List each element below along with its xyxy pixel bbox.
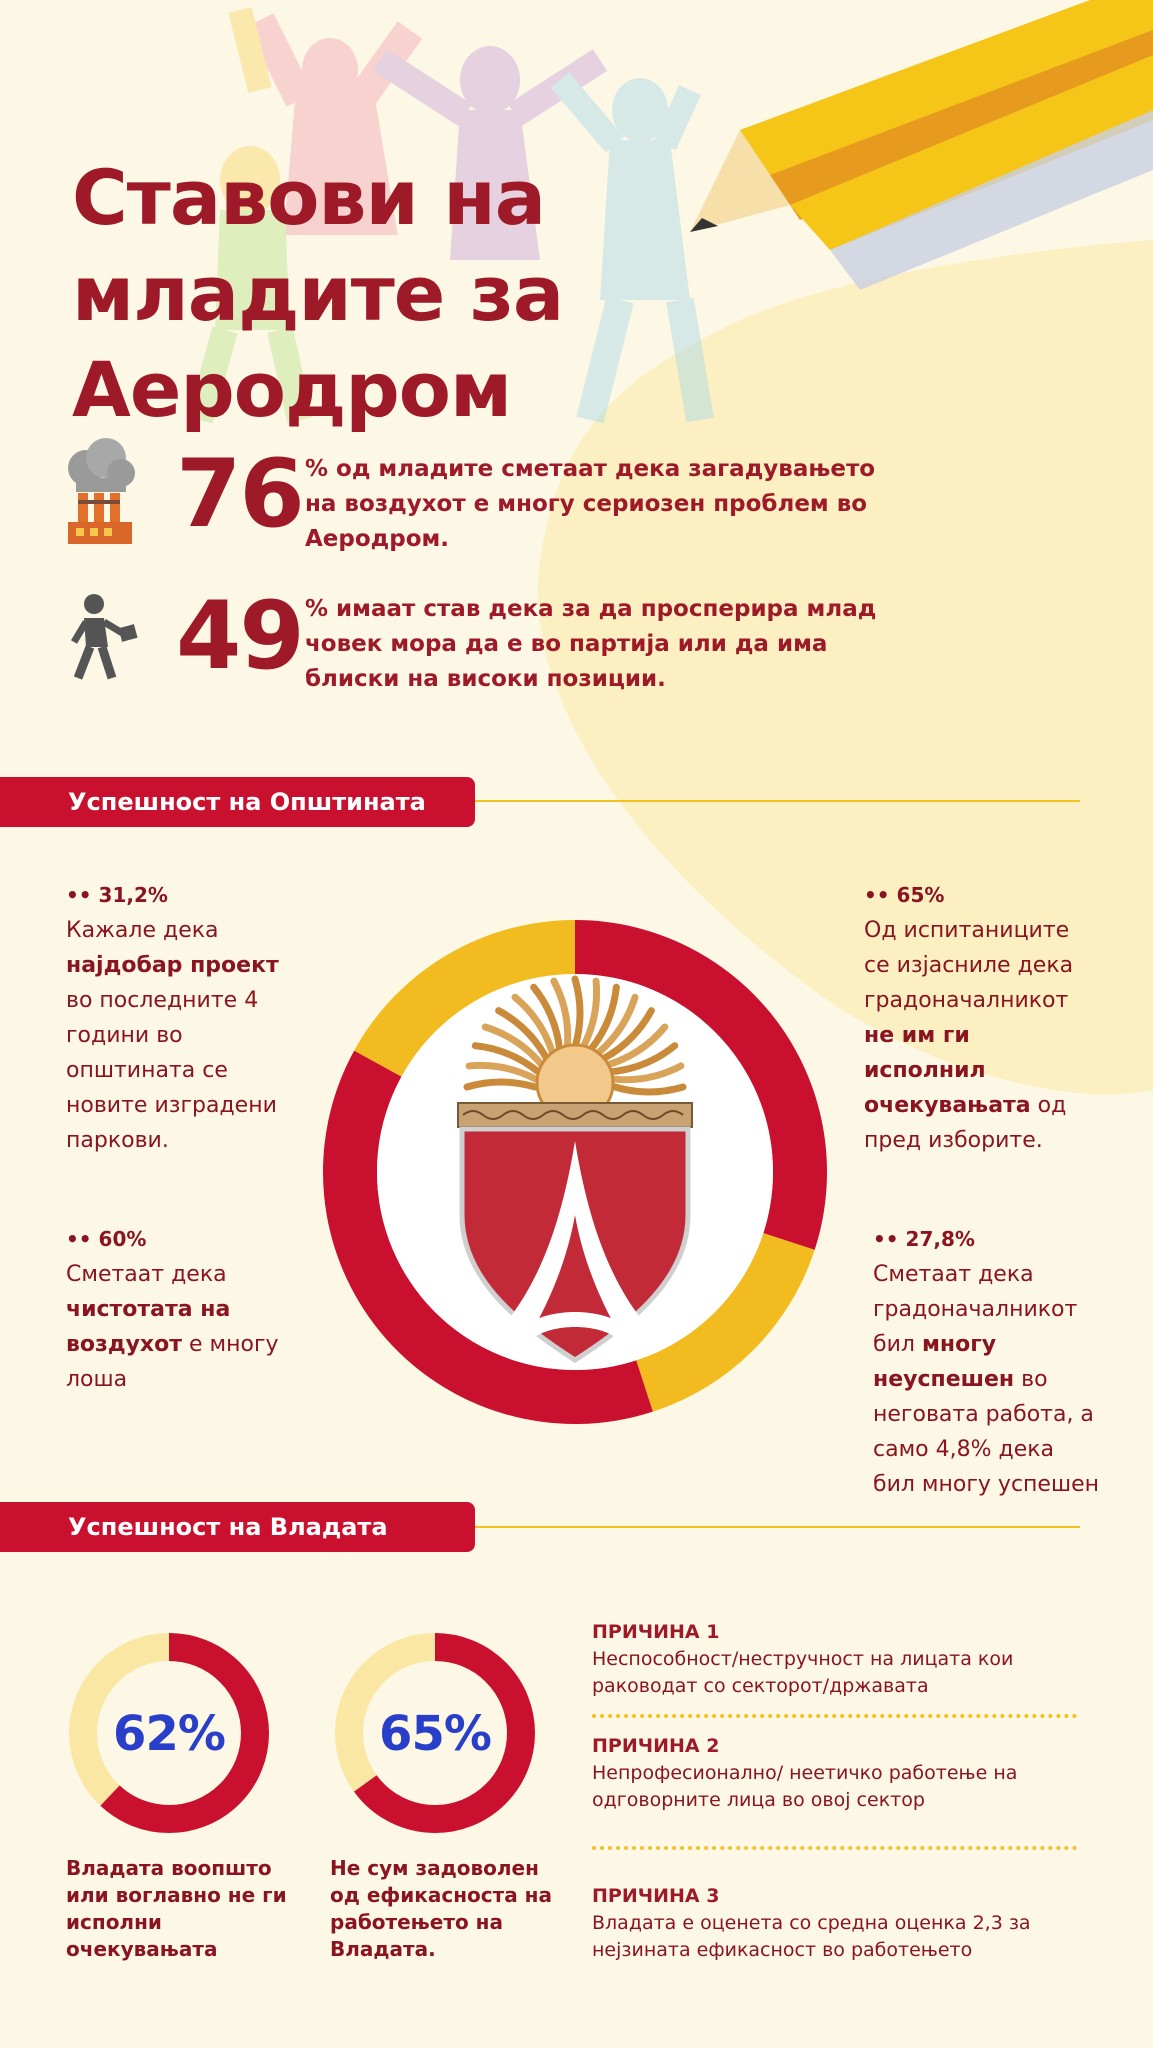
government-donut-efficiency-label: 65% xyxy=(379,1706,491,1762)
page-title xyxy=(72,150,563,438)
callout-air-quality: •• 60% Сметаат дека чистотата на воздухот е многу лоша xyxy=(66,1222,296,1397)
reason-3-title: ПРИЧИНА 3 xyxy=(592,1885,720,1907)
callout-parks: •• 31,2% Кажале дека најдобар проект во последните 4 години во општината се новите изградени паркови. xyxy=(66,878,286,1158)
callout-parks-highlight: најдобар проект xyxy=(66,953,279,978)
government-section-divider xyxy=(475,1526,1080,1528)
reason-2 xyxy=(592,1732,1072,1814)
callout-mayor-unsuccessful-percent: •• 27,8% xyxy=(873,1227,975,1251)
callout-parks-percent: •• 31,2% xyxy=(66,883,168,907)
municipality-section-divider xyxy=(475,800,1080,802)
callout-mayor-expectations-percent: •• 65% xyxy=(864,883,945,907)
stat-1-text: % од младите сметаат дека загадувањето на воздухот е многу сериозен проблем во Аеродром. xyxy=(305,456,876,552)
reason-1-text: Неспособност/нестручност на лицата кои раководат со секторот/државата xyxy=(592,1648,1014,1697)
stat-2-number: 49 xyxy=(176,582,303,691)
callout-mayor-unsuccessful-highlight: многу неуспешен xyxy=(873,1332,1015,1392)
reason-1 xyxy=(592,1618,1072,1700)
title-line-3: Аеродром xyxy=(72,345,512,434)
callout-air-quality-highlight: чистотата на воздухот xyxy=(66,1297,231,1357)
callout-mayor-unsuccessful: •• 27,8% Сметаат дека градоначалникот бил многу неуспешен во неговата работа, а само 4,8% дека бил многу успешен xyxy=(873,1222,1101,1502)
title-line-2: младите за xyxy=(72,249,564,338)
callout-mayor-expectations: •• 65% Од испитаниците се изјасниле дека градоначалникот не им ги исполнил очекувањата од пред изборите. xyxy=(864,878,1099,1158)
factory-pollution-icon xyxy=(66,438,136,548)
stat-2-text: % имаат став дека за да просперира млад човек мора да е во партија или да има блиски на високи позиции. xyxy=(305,596,877,692)
government-donut-expectations-caption: Владата воопшто или воглавно не ги исполни очекувањата xyxy=(66,1856,287,1961)
callout-air-quality-percent: •• 60% xyxy=(66,1227,147,1251)
reason-divider-1 xyxy=(592,1714,1077,1718)
municipality-section-heading: Успешност на Општината xyxy=(0,777,475,827)
businessman-walking-icon xyxy=(64,592,140,682)
reason-3-text: Владата е оценета со средна оценка 2,3 за нејзината ефикасност во работењето xyxy=(592,1912,1031,1961)
callout-mayor-expectations-highlight: не им ги исполнил очекувањата xyxy=(864,1023,1031,1118)
title-line-1: Ставови на xyxy=(72,153,546,242)
stat-1-number: 76 xyxy=(176,440,303,549)
reason-2-title: ПРИЧИНА 2 xyxy=(592,1735,720,1757)
reason-3 xyxy=(592,1882,1072,1964)
reason-divider-2 xyxy=(592,1846,1077,1850)
government-section-heading: Успешност на Владата xyxy=(0,1502,475,1552)
reason-2-text: Непрофесионално/ неетичко работење на одговорните лица во овој сектор xyxy=(592,1762,1018,1811)
reason-1-title: ПРИЧИНА 1 xyxy=(592,1621,720,1643)
government-donut-expectations-label: 62% xyxy=(113,1706,225,1762)
government-donut-efficiency-caption: Не сум задоволен од ефикасноста на работењето на Владата. xyxy=(330,1856,552,1961)
municipality-ring-chart xyxy=(318,915,832,1429)
